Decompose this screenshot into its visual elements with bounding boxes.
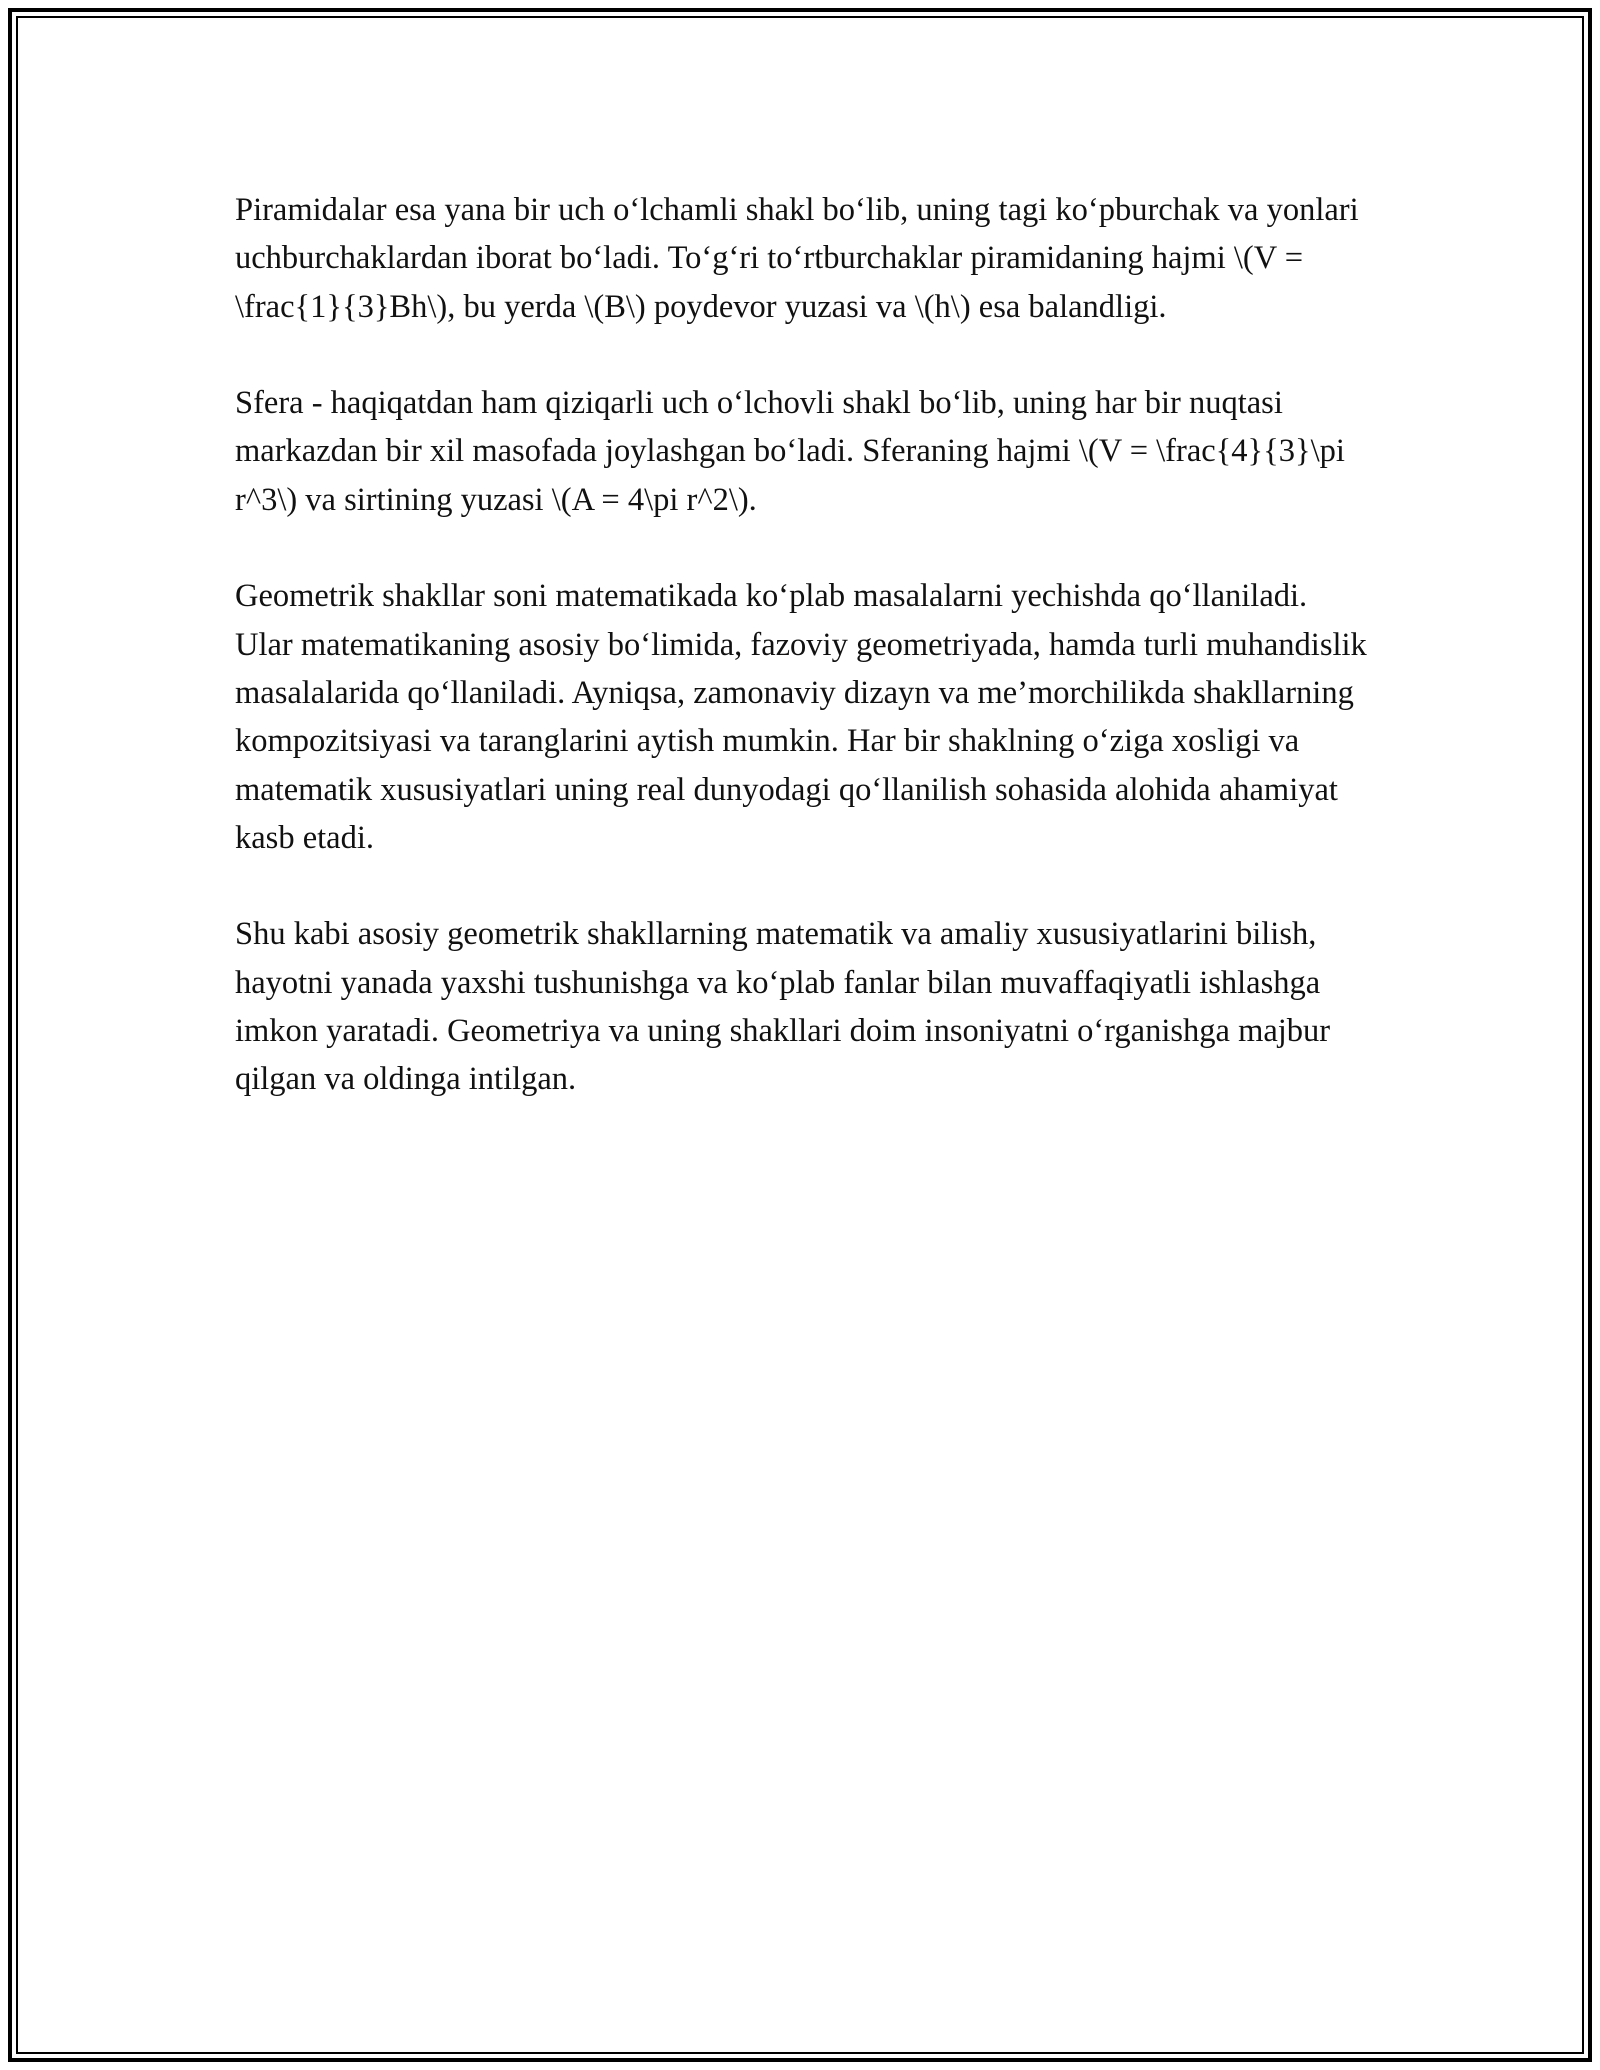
paragraph-applications: Geometrik shakllar soni matematikada ko‘plab masalalarni yechishda qo‘llaniladi. Ular matematikaning asosiy bo‘limida, fazoviy geometriyada, hamda turli muhandislik masalalarida qo‘llaniladi. Ayniqsa, zamonaviy dizayn va me’morchilikda shakllarning kompozitsiyasi va taranglarini aytish mumkin. Har bir shaklning o‘ziga xosligi va matematik xususiyatlari uning real dunyodagi qo‘llanilish sohasida alohida ahamiyat kasb etadi. [235, 578, 1367, 856]
paragraph-pyramid: Piramidalar esa yana bir uch o‘lchamli shakl bo‘lib, uning tagi ko‘pburchak va yonlari uchburchaklardan iborat bo‘ladi. To‘g‘ri to‘rtburchaklar piramidaning hajmi \(V = \frac{1}{3}Bh\), bu yerda \(B\) poydevor yuzasi va \(h\) esa balandligi. [235, 192, 1359, 325]
paragraph-sphere: Sfera - haqiqatdan ham qiziqarli uch o‘lchovli shakl bo‘lib, uning har bir nuqtasi markazdan bir xil masofada joylashgan bo‘ladi. Sferaning hajmi \(V = \frac{4}{3}\pi r^3\) va sirtining yuzasi \(A = 4\pi r^2\). [235, 385, 1345, 518]
document-body [235, 186, 1370, 1152]
paragraph-conclusion: Shu kabi asosiy geometrik shakllarning matematik va amaliy xususiyatlarini bilish, hayotni yanada yaxshi tushunishga va ko‘plab fanlar bilan muvaffaqiyatli ishlashga imkon yaratadi. Geometriya va uning shakllari doim insoniyatni o‘rganishga majbur qilgan va oldinga intilgan. [235, 916, 1331, 1098]
